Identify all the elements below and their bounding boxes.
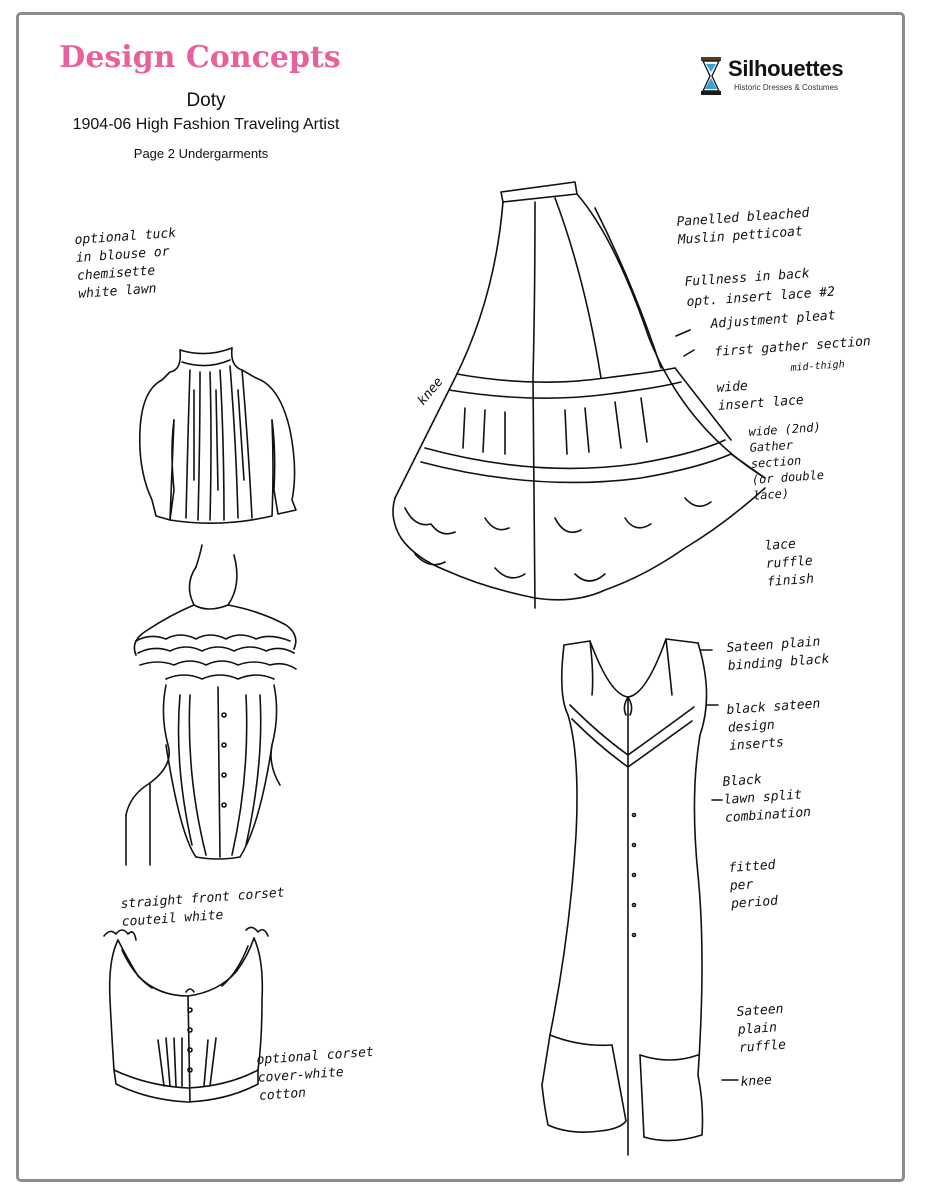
note-sateen-binding: Sateen plain binding black <box>726 634 830 674</box>
note-combination: Black lawn split combination <box>722 772 812 826</box>
note-design-inserts: black sateen design inserts <box>726 696 821 754</box>
note-knee-petticoat: knee <box>414 374 447 409</box>
note-blouse: optional tuck in blouse or chemisette white lawn <box>74 225 177 302</box>
page-title: Design Concepts <box>59 40 341 75</box>
page-label: Page 2 Undergarments <box>133 146 269 161</box>
note-adjustment-pleat: Adjustment pleat <box>710 308 837 332</box>
note-knee-combination: knee <box>740 1072 773 1090</box>
note-insert-lace: opt. insert lace #2 <box>686 284 836 310</box>
note-fitted: fitted per period <box>728 857 779 912</box>
note-first-gather: first gather section <box>714 334 872 360</box>
logo-tagline: Historic Dresses & Costumes <box>734 83 839 92</box>
character-name: Doty <box>186 90 226 111</box>
logo-name: Silhouettes <box>728 56 844 81</box>
note-petticoat-title: Panelled bleached Muslin petticoat <box>676 205 810 248</box>
note-corset: straight front corset couteil white <box>120 885 286 930</box>
note-sateen-ruffle: Sateen plain ruffle <box>736 1001 787 1056</box>
note-corset-cover: optional corset cover-white cotton <box>256 1044 375 1104</box>
note-second-gather: wide (2nd) Gather section (or double lace) <box>748 419 825 503</box>
character-description: 1904-06 High Fashion Traveling Artist <box>72 116 340 133</box>
note-fullness: Fullness in back <box>684 266 811 290</box>
note-mid-thigh: mid-thigh <box>790 359 846 374</box>
note-wide-insert: wide insert lace <box>716 378 805 414</box>
note-lace-ruffle: lace ruffle finish <box>764 536 815 590</box>
